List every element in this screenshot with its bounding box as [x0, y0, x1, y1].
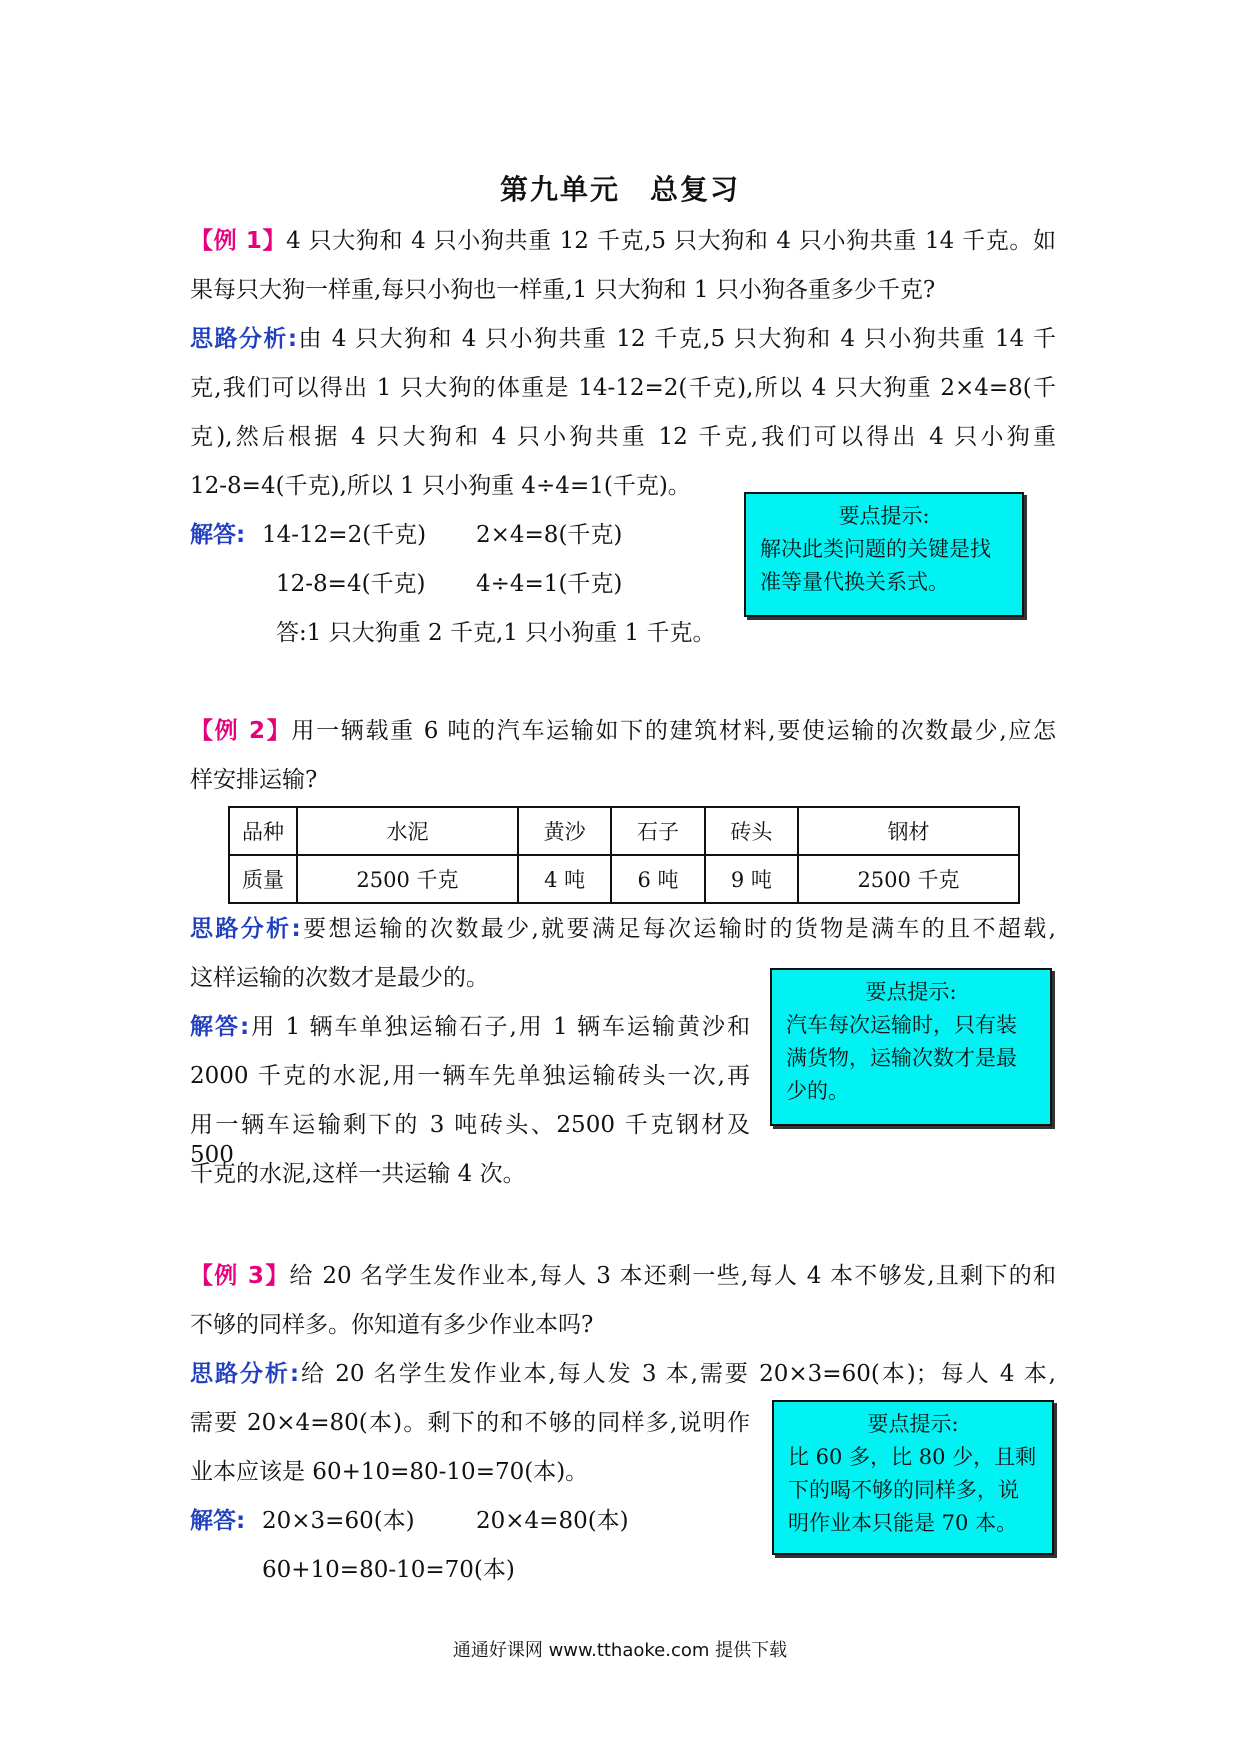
ex3-step-1a: 20×3=60(本) — [262, 1508, 415, 1534]
ex3-tip-title: 要点提示: — [867, 1412, 959, 1436]
ex3-analysis-line-3: 业本应该是 60+10=80-10=70(本)。 — [190, 1459, 589, 1485]
ex1-answer-label: 解答: — [190, 522, 246, 548]
page-title: 第九单元 总复习 — [499, 173, 740, 206]
ex2-tip-box — [770, 968, 1052, 1126]
table-cell: 水泥 — [297, 807, 518, 855]
ex1-analysis-line-1: 思路分析:由 4 只大狗和 4 只小狗共重 12 千克,5 只大狗和 4 只小狗共重 14 千 — [190, 326, 1056, 352]
ex2-answer-label: 解答: — [190, 1014, 250, 1040]
table-cell: 4 吨 — [518, 855, 611, 903]
table-cell: 2500 千克 — [798, 855, 1019, 903]
ex1-analysis-line-2: 克,我们可以得出 1 只大狗的体重是 14-12=2(千克),所以 4 只大狗重 2×4=8(千 — [190, 375, 1056, 401]
ex1-step-2a: 12-8=4(千克) — [276, 571, 426, 597]
ex3-tag: 【例 3】 — [190, 1263, 290, 1289]
ex1-tip-box — [744, 492, 1024, 617]
table-cell: 9 吨 — [705, 855, 798, 903]
ex2-analysis-label: 思路分析: — [190, 916, 301, 942]
ex1-final-answer: 答:1 只大狗重 2 千克,1 只小狗重 1 千克。 — [276, 620, 716, 646]
ex2-answer-line-1: 解答:用 1 辆车单独运输石子,用 1 辆车运输黄沙和 — [190, 1014, 750, 1040]
footer-source: 通通好课网 www.tthaoke.com 提供下载 — [452, 1640, 788, 1661]
ex2-tag: 【例 2】 — [190, 718, 292, 744]
table-cell: 品种 — [229, 807, 297, 855]
ex2-tip-line-3: 少的。 — [786, 1079, 849, 1103]
ex2-answer-line-4: 千克的水泥,这样一共运输 4 次。 — [190, 1161, 526, 1187]
ex3-step-1b: 20×4=80(本) — [476, 1508, 629, 1534]
ex2-question-line-2: 样安排运输? — [190, 767, 318, 793]
ex2-answer-line-2: 2000 千克的水泥,用一辆车先单独运输砖头一次,再 — [190, 1063, 750, 1089]
ex2-analysis-line-1: 思路分析:要想运输的次数最少,就要满足每次运输时的货物是满车的且不超载, — [190, 916, 1056, 942]
ex3-answer-label: 解答: — [190, 1508, 246, 1534]
ex3-tip-line-3: 明作业本只能是 70 本。 — [788, 1511, 1018, 1535]
table-cell: 2500 千克 — [297, 855, 518, 903]
ex2-tip-line-2: 满货物，运输次数才是最 — [786, 1046, 1017, 1070]
ex3-question-line-1: 【例 3】给 20 名学生发作业本,每人 3 本还剩一些,每人 4 本不够发,且剩下的和 — [190, 1263, 1056, 1289]
table-row — [229, 855, 1019, 903]
ex1-tip-line-1: 解决此类问题的关键是找 — [760, 537, 991, 561]
ex1-step-1a: 14-12=2(千克) — [262, 522, 427, 548]
table-cell: 黄沙 — [518, 807, 611, 855]
ex1-step-1b: 2×4=8(千克) — [476, 522, 623, 548]
ex3-analysis-line-2: 需要 20×4=80(本)。剩下的和不够的同样多,说明作 — [190, 1410, 750, 1436]
ex1-tip-line-2: 准等量代换关系式。 — [760, 570, 949, 594]
table-cell: 砖头 — [705, 807, 798, 855]
ex1-step-2b: 4÷4=1(千克) — [476, 571, 623, 597]
table-cell: 石子 — [611, 807, 704, 855]
ex2-question-line-1: 【例 2】用一辆载重 6 吨的汽车运输如下的建筑材料,要使运输的次数最少,应怎 — [190, 718, 1056, 744]
table-row — [229, 807, 1019, 855]
ex1-tip-title: 要点提示: — [838, 504, 930, 528]
table-cell: 质量 — [229, 855, 297, 903]
ex1-analysis-line-4: 12-8=4(千克),所以 1 只小狗重 4÷4=1(千克)。 — [190, 473, 691, 499]
table-cell: 6 吨 — [611, 855, 704, 903]
ex1-question-line-2: 果每只大狗一样重,每只小狗也一样重,1 只大狗和 1 只小狗各重多少千克? — [190, 277, 936, 303]
table-cell: 钢材 — [798, 807, 1019, 855]
ex3-analysis-line-1: 思路分析:给 20 名学生发作业本,每人发 3 本,需要 20×3=60(本)；每人 4 本, — [190, 1361, 1056, 1387]
ex2-tip-title: 要点提示: — [865, 980, 957, 1004]
ex3-question-line-2: 不够的同样多。你知道有多少作业本吗? — [190, 1312, 594, 1338]
ex2-tip-line-1: 汽车每次运输时，只有装 — [786, 1013, 1017, 1037]
ex3-step-2: 60+10=80-10=70(本) — [262, 1557, 515, 1583]
materials-table — [228, 806, 1020, 904]
ex1-analysis-label: 思路分析: — [190, 326, 298, 352]
ex2-analysis-line-2: 这样运输的次数才是最少的。 — [190, 965, 489, 991]
ex3-tip-line-1: 比 60 多，比 80 少，且剩 — [788, 1445, 1037, 1469]
ex1-analysis-line-3: 克),然后根据 4 只大狗和 4 只小狗共重 12 千克,我们可以得出 4 只小狗重 — [190, 424, 1056, 450]
ex3-tip-box — [772, 1400, 1054, 1555]
ex3-analysis-label: 思路分析: — [190, 1361, 300, 1387]
ex1-tag: 【例 1】 — [190, 228, 287, 254]
ex2-answer-line-3: 用一辆车运输剩下的 3 吨砖头、2500 千克钢材及 500 — [190, 1112, 750, 1168]
ex3-tip-line-2: 下的喝不够的同样多，说 — [788, 1478, 1019, 1502]
ex1-question-line-1: 【例 1】4 只大狗和 4 只小狗共重 12 千克,5 只大狗和 4 只小狗共重 14 千克。如 — [190, 228, 1056, 254]
